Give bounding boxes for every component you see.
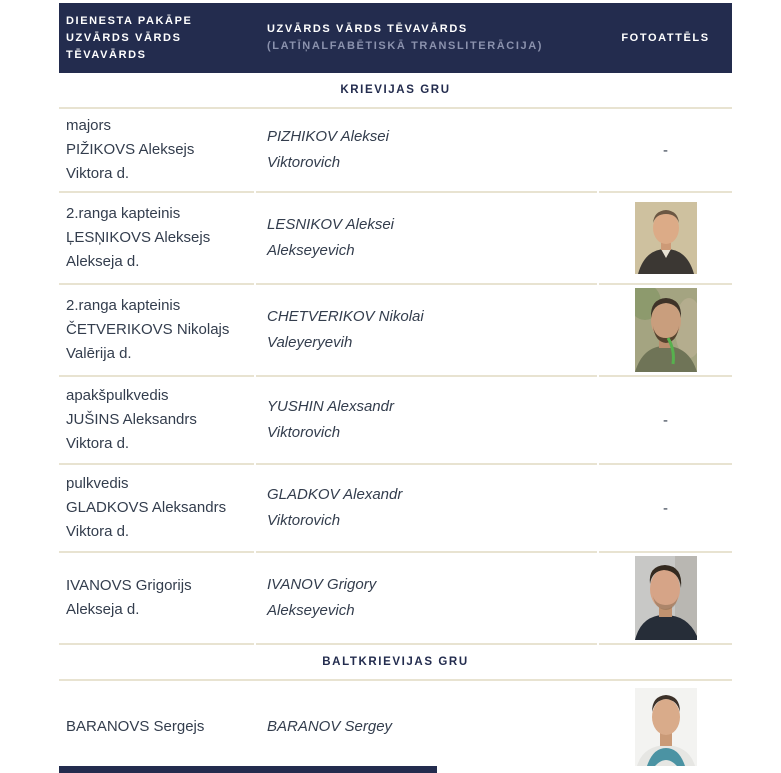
rank: majors: [66, 117, 112, 134]
persons-table: [59, 3, 732, 773]
header-col-transliteration: UZVĀRDS VĀRDS TĒVAVĀRDS (LATĪŅALFABĒTISKĀ TRANSLITERĀCIJA): [256, 21, 597, 55]
patronymic-transliterated: Viktorovich: [267, 154, 341, 171]
patronymic-latvian: Alekseja d.: [66, 601, 140, 618]
patronymic-transliterated: Valeyeryevih: [267, 334, 353, 351]
rank: 2.ranga kapteinis: [66, 297, 181, 314]
table-row: [59, 285, 732, 377]
name-latvian: PIŽIKOVS Aleksejs: [66, 141, 195, 158]
name-transliterated: GLADKOV Alexandr: [267, 486, 403, 503]
table-row: [59, 109, 732, 193]
no-photo-dash: -: [663, 411, 668, 429]
portrait-photo: [635, 288, 697, 372]
header-transliteration-subtitle: (LATĪŅALFABĒTISKĀ TRANSLITERĀCIJA): [267, 40, 544, 52]
name-latvian: BARANOVS Sergejs: [66, 718, 205, 735]
name-transliterated: PIZHIKOV Aleksei: [267, 128, 389, 145]
patronymic-latvian: Viktora d.: [66, 165, 130, 182]
table-row: [59, 553, 732, 645]
patronymic-latvian: Valērija d.: [66, 345, 132, 362]
patronymic-transliterated: Viktorovich: [267, 512, 341, 529]
portrait-photo: [635, 688, 697, 766]
name-transliterated: CHETVERIKOV Nikolai: [267, 308, 424, 325]
name-latvian: IVANOVS Grigorijs: [66, 577, 192, 594]
name-transliterated: IVANOV Grigory: [267, 576, 377, 593]
name-transliterated: BARANOV Sergey: [267, 718, 393, 735]
header-col-rank-name: DIENESTA PAKĀPE UZVĀRDS VĀRDS TĒVAVĀRDS: [66, 14, 193, 61]
patronymic-latvian: Viktora d.: [66, 435, 130, 452]
name-transliterated: LESNIKOV Aleksei: [267, 216, 394, 233]
section-header-krievijas-gru: KRIEVIJAS GRU: [59, 73, 732, 109]
no-photo-dash: -: [663, 499, 668, 517]
patronymic-latvian: Alekseja d.: [66, 253, 140, 270]
portrait-photo: [635, 202, 697, 274]
table-row: [59, 193, 732, 285]
table-row: [59, 465, 732, 553]
portrait-photo: [635, 556, 697, 640]
patronymic-latvian: Viktora d.: [66, 523, 130, 540]
patronymic-transliterated: Alekseyevich: [267, 602, 355, 619]
name-latvian: ĻESŅIKOVS Aleksejs: [66, 229, 211, 246]
rank: 2.ranga kapteinis: [66, 205, 181, 222]
name-latvian: ČETVERIKOVS Nikolajs: [66, 321, 230, 338]
table-row: [59, 681, 732, 773]
section-header-baltkrievijas-gru: BALTKRIEVIJAS GRU: [59, 645, 732, 681]
next-table-header-cutoff: [59, 766, 437, 773]
table-row: [59, 377, 732, 465]
patronymic-transliterated: Alekseyevich: [267, 242, 355, 259]
no-photo-dash: -: [663, 141, 668, 159]
rank: apakšpulkvedis: [66, 387, 169, 404]
name-latvian: JUŠINS Aleksandrs: [66, 411, 197, 428]
patronymic-transliterated: Viktorovich: [267, 424, 341, 441]
header-col-photo: FOTOATTĒLS: [621, 31, 710, 44]
rank: pulkvedis: [66, 475, 129, 492]
name-transliterated: YUSHIN Alexsandr: [267, 398, 394, 415]
name-latvian: GLADKOVS Aleksandrs: [66, 499, 227, 516]
table-header: [59, 3, 732, 73]
